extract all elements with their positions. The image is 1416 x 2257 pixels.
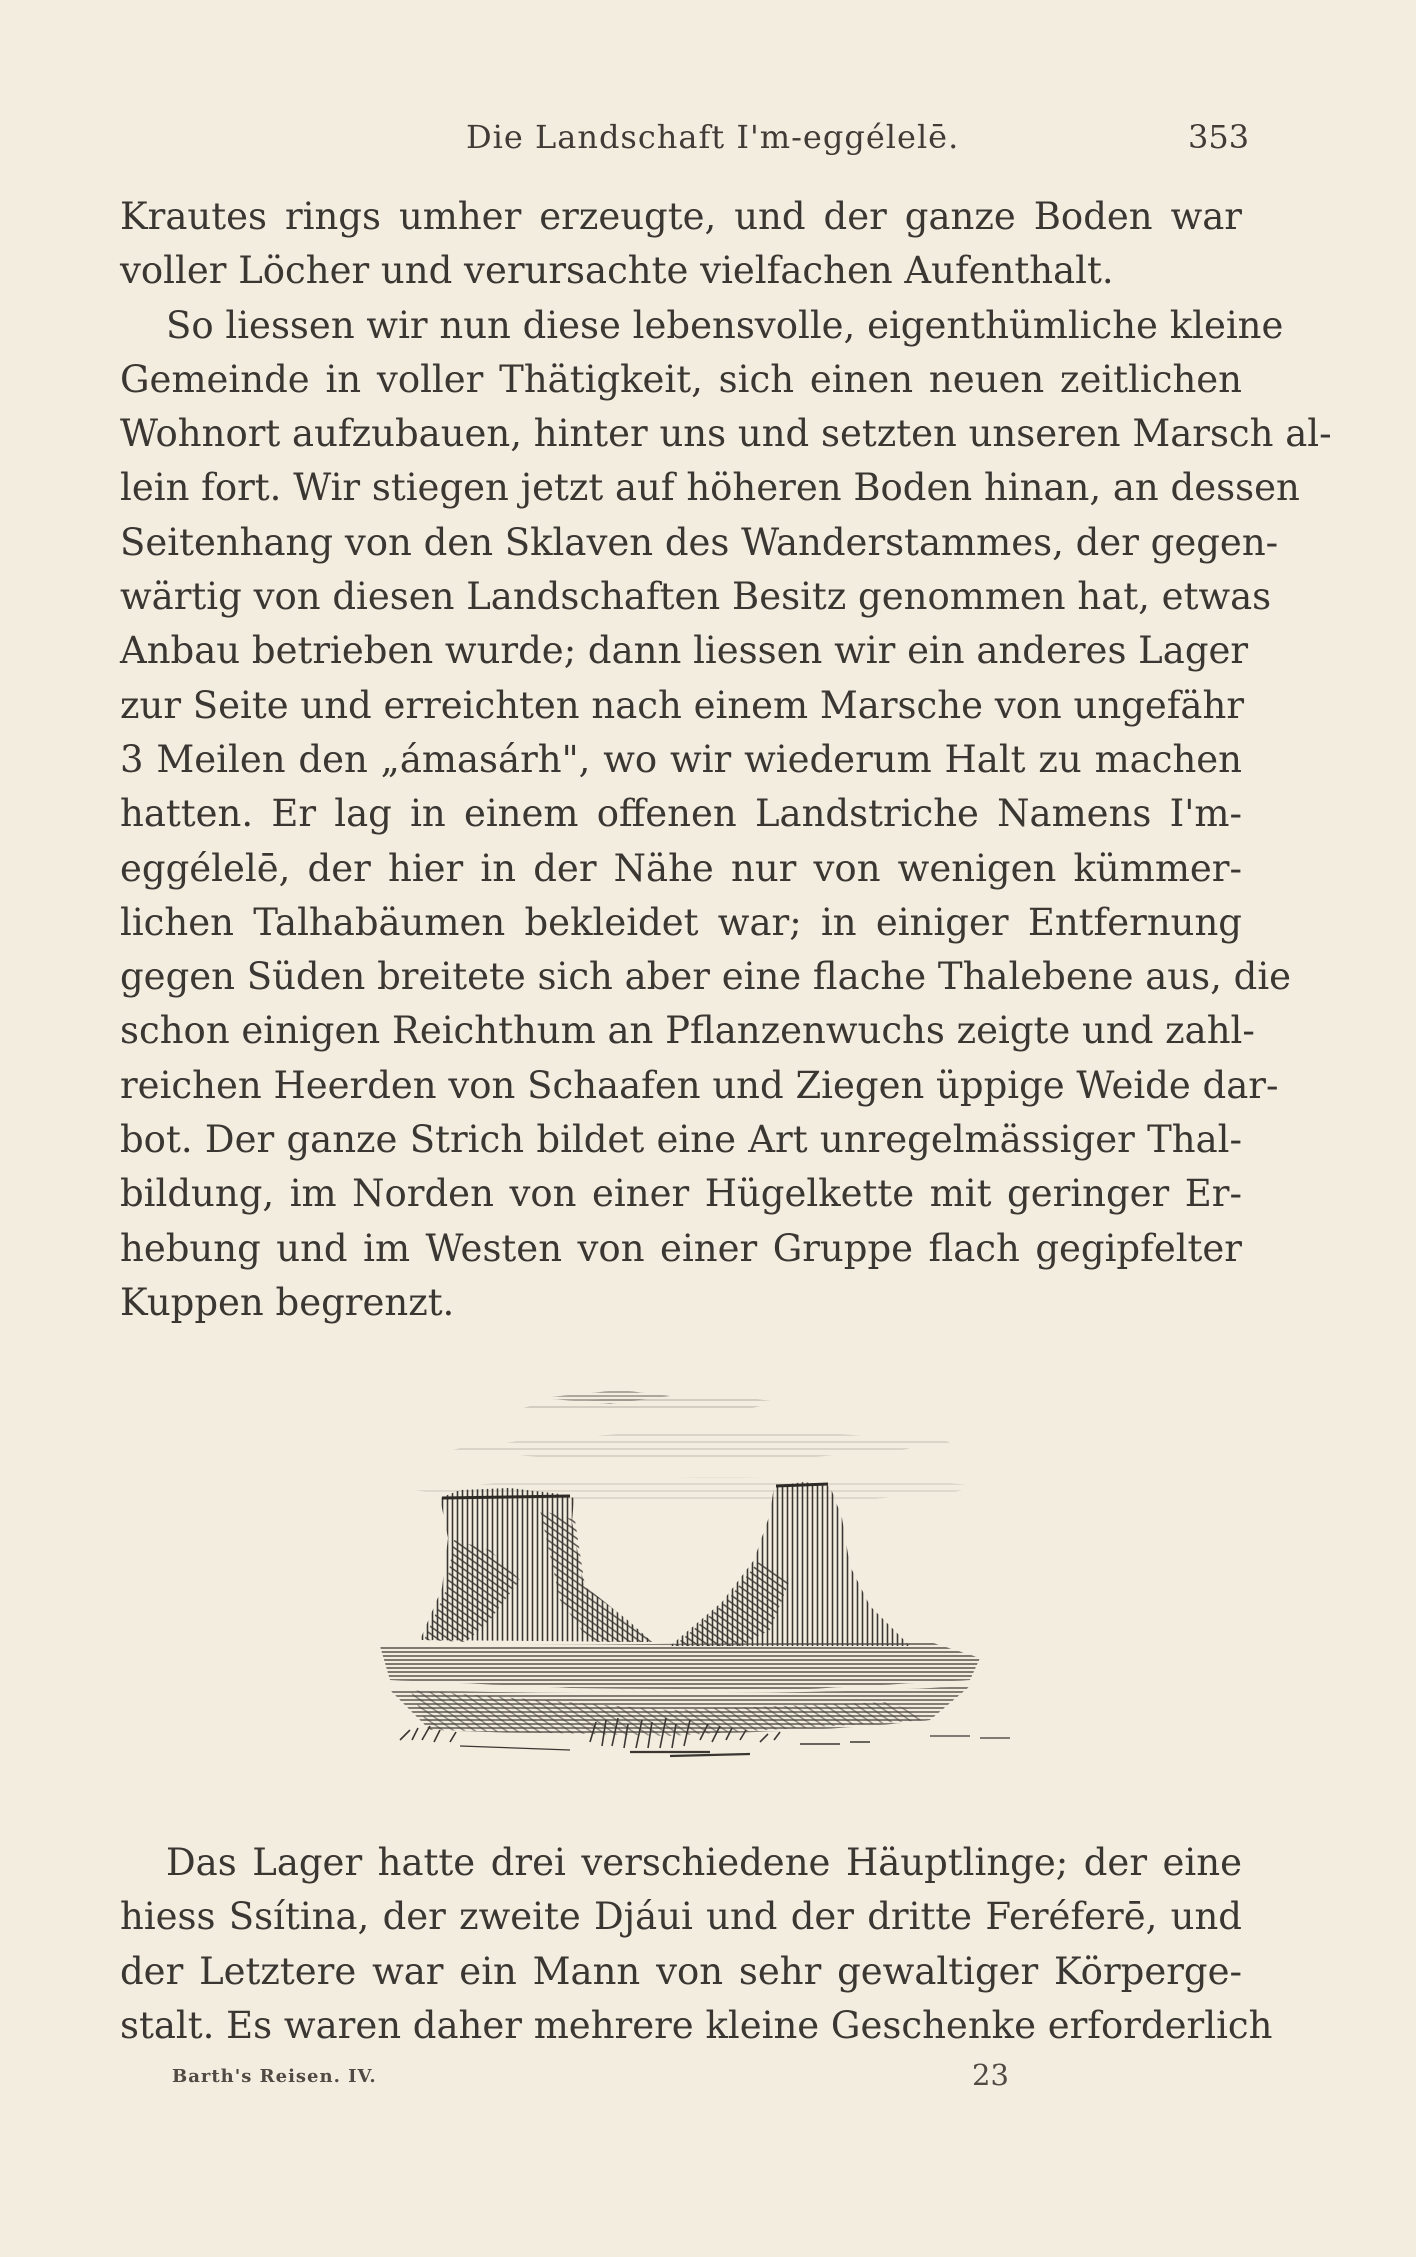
- body-text-continued: [120, 1836, 1273, 2053]
- text-line: der Letztere war ein Mann von sehr gewaltiger Körperge-: [120, 1949, 1242, 1993]
- text-line: bot. Der ganze Strich bildet eine Art unregelmässiger Thal-: [120, 1118, 1242, 1162]
- body-text: [120, 190, 1332, 1330]
- text-line: stalt. Es waren daher mehrere kleine Geschenke erforderlich: [120, 2003, 1273, 2047]
- text-line: gegen Süden breitete sich aber eine flache Thalebene aus, die: [120, 955, 1292, 999]
- text-line: eggélelē, der hier in der Nähe nur von wenigen kümmer-: [120, 846, 1242, 890]
- printer-signature: Barth's Reisen. IV.: [172, 2066, 377, 2087]
- text-line: Krautes rings umher erzeugte, und der ganze Boden war: [120, 195, 1242, 238]
- left-mesa: [420, 1488, 652, 1642]
- engraving-illustration: [370, 1390, 1030, 1800]
- text-line: Wohnort aufzubauen, hinter uns und setzten unseren Marsch al-: [120, 412, 1332, 456]
- plain-ground: [380, 1642, 980, 1736]
- text-line: Seitenhang von den Sklaven des Wanderstammes, der gegen-: [120, 520, 1279, 564]
- text-line: reichen Heerden von Schaafen und Ziegen üppige Weide dar-: [120, 1063, 1279, 1107]
- text-line: schon einigen Reichthum an Pflanzenwuchs zeigte und zahl-: [120, 1009, 1255, 1053]
- text-line: zur Seite und erreichten nach einem Marsche von ungefähr: [120, 683, 1245, 727]
- text-line: 3 Meilen den „ámasárh", wo wir wiederum Halt zu machen: [120, 737, 1242, 781]
- text-line: Gemeinde in voller Thätigkeit, sich einen neuen zeitlichen: [120, 357, 1242, 401]
- text-line: hebung und im Westen von einer Gruppe flach gegipfelter: [120, 1226, 1242, 1270]
- page-footer: [0, 2058, 1416, 2098]
- running-title: Die Landschaft I'm-eggélelē.: [466, 118, 960, 156]
- text-line: lichen Talhabäumen bekleidet war; in einiger Entfernung: [120, 900, 1242, 944]
- text-line: voller Löcher und verursachte vielfachen Aufenthalt.: [120, 249, 1114, 293]
- running-head: [0, 118, 1416, 168]
- right-mesa: [670, 1482, 910, 1646]
- page-number: 353: [1188, 118, 1250, 156]
- text-line: Anbau betrieben wurde; dann liessen wir ein anderes Lager: [120, 629, 1249, 673]
- text-line: lein fort. Wir stiegen jetzt auf höheren Boden hinan, an dessen: [120, 466, 1300, 510]
- text-line: Kuppen begrenzt.: [120, 1280, 455, 1324]
- text-line: Das Lager hatte drei verschiedene Häuptlinge; der eine: [166, 1841, 1242, 1884]
- text-line: hiess Ssítina, der zweite Djáui und der dritte Feréferē, und: [120, 1895, 1242, 1939]
- sky-hatching: [410, 1390, 990, 1503]
- text-line: bildung, im Norden von einer Hügelkette mit geringer Er-: [120, 1172, 1242, 1216]
- signature-number: 23: [972, 2058, 1009, 2092]
- text-line: So liessen wir nun diese lebensvolle, eigenthümliche kleine: [166, 303, 1284, 347]
- text-line: wärtig von diesen Landschaften Besitz genommen hat, etwas: [120, 575, 1272, 619]
- text-line: hatten. Er lag in einem offenen Landstriche Namens I'm-: [120, 792, 1242, 836]
